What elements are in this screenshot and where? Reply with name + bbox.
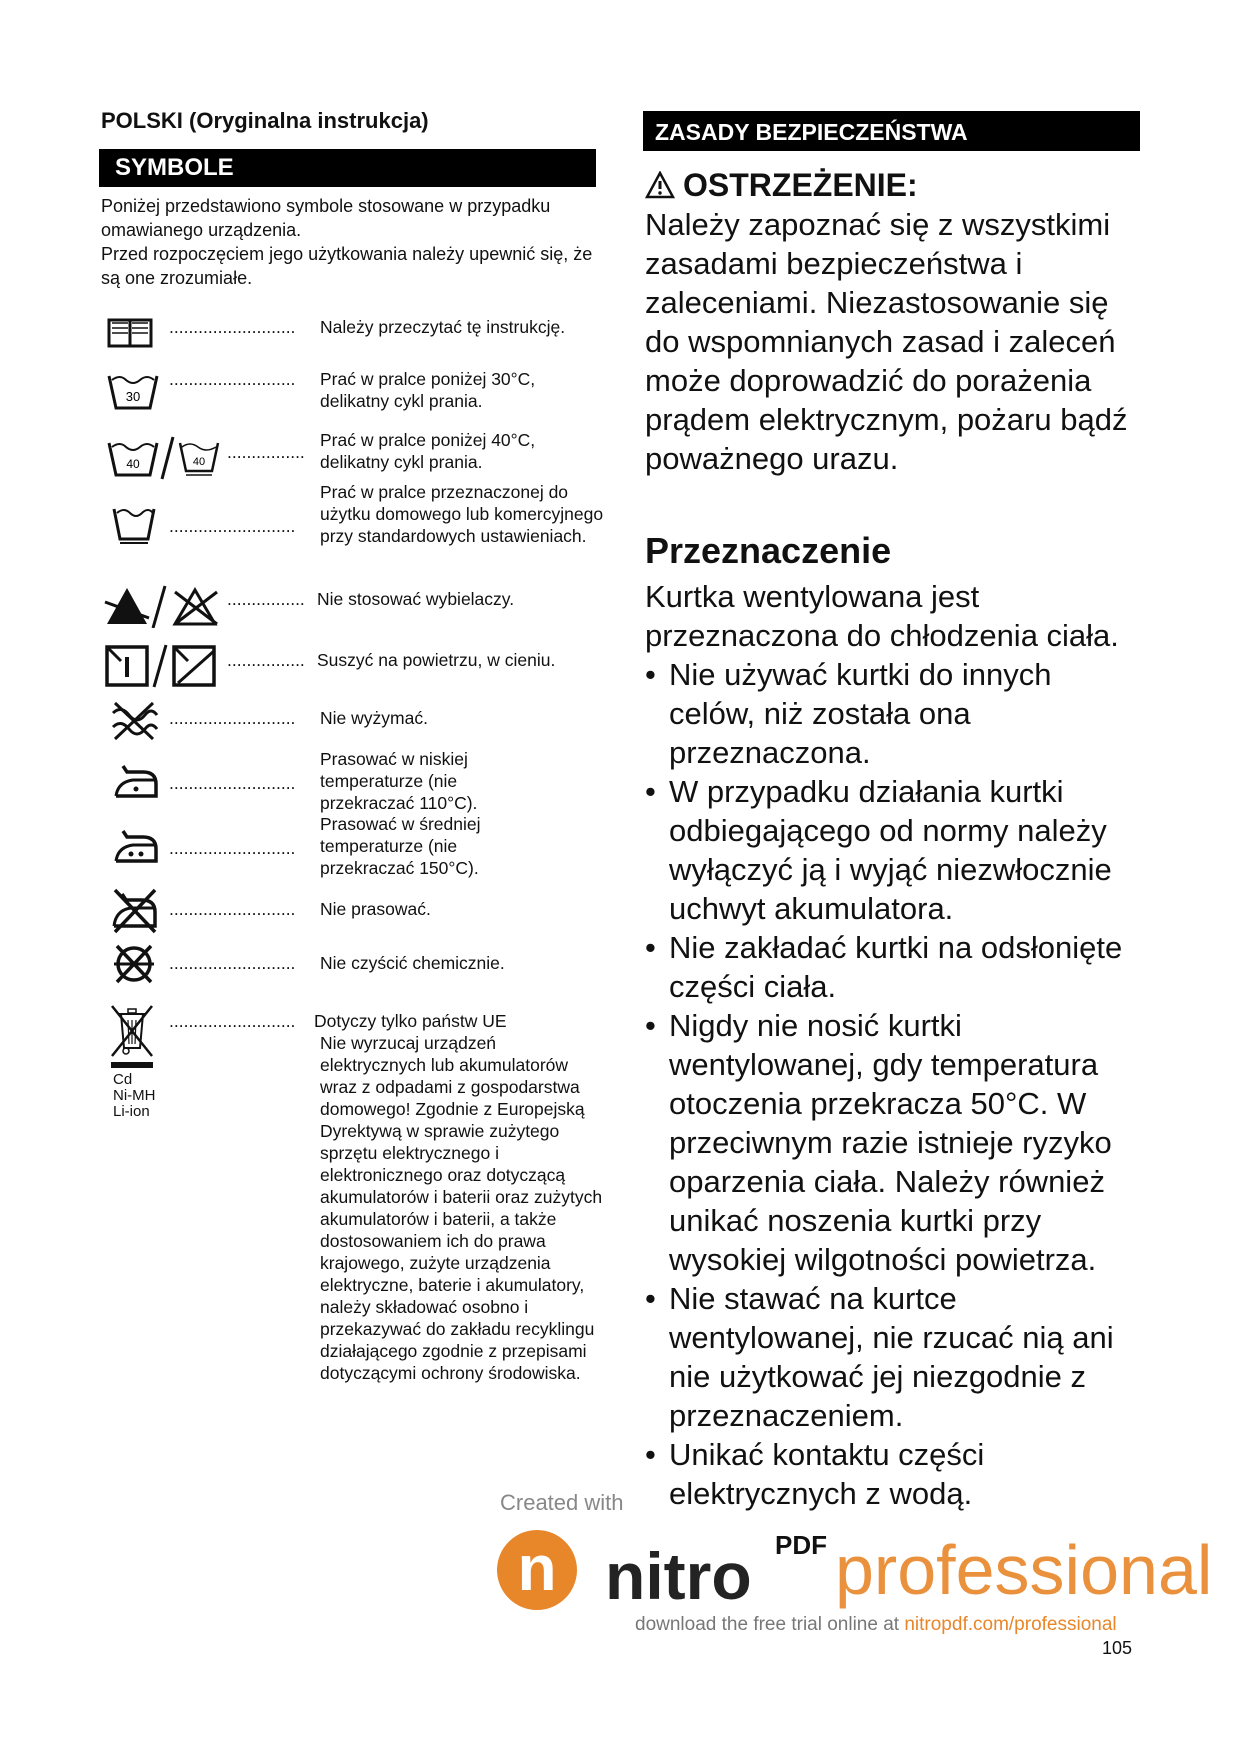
watermark-pdf: PDF <box>775 1530 827 1560</box>
document-language-title: POLSKI (Oryginalna instrukcja) <box>101 108 429 133</box>
list-item <box>645 928 1125 1006</box>
weee-disposal-text: Nie wyrzucaj urządzeń elektrycznych lub akumulatorów wraz z odpadami z gospodarstwa domowego! Zgodnie z Europejską Dyrektywą w sprawie zużytego sprzętu elektrycznego i elektronicznego oraz dotyczącą akumulatorów i baterii oraz zużytych akumulatorów i baterii, a także dostosowaniem ich do prawa krajowego, zużyte urządzenia elektryczne, baterie i akumulatory, należy składować osobno i przekazywać do zakładu recyklingu działającego zgodnie z przepisami dotyczącymi ochrony środowiska. <box>320 1033 603 1383</box>
bullet-mark: • <box>645 774 656 809</box>
download-link: nitropdf.com/professional <box>904 1614 1117 1635</box>
symbol-row <box>101 1010 601 1460</box>
leader-dots: .......................... <box>169 516 296 536</box>
bullet-mark: • <box>645 1008 656 1043</box>
no-bleach-icon <box>103 584 223 628</box>
symbol-description: Nie prasować. <box>320 899 431 919</box>
watermark-nitro: nitro <box>605 1539 752 1613</box>
symbol-description: Nie czyścić chemicznie. <box>320 953 505 973</box>
leader-dots: .......................... <box>169 899 296 919</box>
warning-title: OSTRZEŻENIE: <box>683 167 918 203</box>
purpose-intro: Kurtka wentylowana jest przeznaczona do chłodzenia ciała. <box>645 579 1119 653</box>
intro-line-1: Poniżej przedstawiono symbole stosowane w przypadku omawianego urządzenia. <box>101 196 551 240</box>
list-item <box>645 772 1125 928</box>
dry-shade-icon <box>104 643 224 689</box>
wash-40-icon <box>106 435 226 481</box>
bullet-text: Unikać kontaktu części elektrycznych z wodą. <box>669 1437 985 1511</box>
watermark-professional: professional <box>835 1531 1213 1609</box>
symbol-description: Prasować w średniej temperaturze (nie przekraczać 150°C). <box>320 814 481 878</box>
svg-text:40: 40 <box>192 456 206 468</box>
warning-text: Należy zapoznać się z wszystkimi zasadami bezpieczeństwa i zaleceniami. Niezastosowanie się do wspomnianych zasad i zaleceń może doprowadzić do porażenia prądem elektrycznym, pożaru bądź poważnego urazu. <box>645 207 1128 476</box>
symbol-description: Nie wyżymać. <box>320 708 428 728</box>
no-iron-icon <box>111 886 159 934</box>
leader-dots: ................ <box>227 589 305 609</box>
battery-label: Li-ion <box>113 1103 150 1120</box>
battery-type-labels <box>113 1072 156 1120</box>
watermark-download-line <box>635 1614 1117 1636</box>
bullet-mark: • <box>645 930 656 965</box>
bullet-text: Nie zakładać kurtki na odsłonięte części ciała. <box>669 930 1123 1004</box>
list-item <box>645 1279 1125 1435</box>
purpose-heading: Przeznaczenie <box>645 530 892 571</box>
bullet-mark: • <box>645 1281 656 1316</box>
nitro-logo-icon: n <box>497 1530 577 1610</box>
leader-dots: ................ <box>227 442 305 462</box>
bullet-text: Nie używać kurtki do innych celów, niż została ona przeznaczona. <box>669 657 1052 770</box>
wash-tub-icon <box>111 503 157 545</box>
watermark-created-with: Created with <box>500 1490 624 1515</box>
wash-30-icon <box>106 370 160 412</box>
symbol-description: Należy przeczytać tę instrukcję. <box>320 317 566 337</box>
symbol-row <box>101 429 601 479</box>
symbol-description: Prać w pralce przeznaczonej do użytku domowego lub komercyjnego przy standardowych ustawieniach. <box>320 482 604 546</box>
bullet-mark: • <box>645 657 656 692</box>
nitro-watermark <box>495 1490 1213 1640</box>
list-item <box>645 1006 1125 1279</box>
bullet-text: Nigdy nie nosić kurtki wentylowanej, gdy temperatura otoczenia przekracza 50°C. W przeciwnym razie istnieje ryzyko oparzenia ciała. Należy również unikać noszenia kurtki przy wysokiej wilgotności powietrza. <box>669 1008 1112 1277</box>
svg-text:30: 30 <box>125 389 141 404</box>
bullet-mark: • <box>645 1437 656 1472</box>
warning-icon <box>645 171 675 199</box>
symbol-row <box>101 368 601 418</box>
battery-label: Cd <box>113 1071 133 1088</box>
symbol-description: Prać w pralce poniżej 30°C, delikatny cykl prania. <box>320 369 536 411</box>
leader-dots: .......................... <box>169 369 296 389</box>
svg-text:40: 40 <box>126 457 140 471</box>
symbol-description: Nie stosować wybielaczy. <box>317 589 515 609</box>
safety-section-header: ZASADY BEZPIECZEŃSTWA <box>643 111 1140 151</box>
page-number: 105 <box>1102 1638 1133 1658</box>
download-prefix: download the free trial online at <box>635 1614 905 1635</box>
leader-dots: .......................... <box>169 708 296 728</box>
symbol-row <box>101 813 601 879</box>
leader-dots: .......................... <box>169 838 296 858</box>
book-icon <box>106 314 154 350</box>
list-item <box>645 655 1125 772</box>
leader-dots: .......................... <box>169 1011 296 1031</box>
symbols-section-header: SYMBOLE <box>99 149 596 187</box>
symbol-description: Prasować w niskiej temperaturze (nie przekraczać 110°C). <box>320 749 478 813</box>
leader-dots: ................ <box>227 650 305 670</box>
symbol-row <box>101 748 601 814</box>
symbol-row <box>101 481 604 571</box>
symbol-description: Prać w pralce poniżej 40°C, delikatny cykl prania. <box>320 430 536 472</box>
leader-dots: .......................... <box>169 953 296 973</box>
no-dry-clean-icon <box>111 942 157 986</box>
battery-label: Ni-MH <box>113 1087 156 1104</box>
leader-dots: .......................... <box>169 317 296 337</box>
symbols-intro <box>101 194 601 290</box>
warning-heading <box>645 166 918 204</box>
iron-medium-icon <box>113 827 159 867</box>
symbol-description: Suszyć na powietrzu, w cieniu. <box>317 650 556 670</box>
iron-low-icon <box>113 762 159 802</box>
weee-bin-icon <box>109 1004 155 1068</box>
intro-line-2: Przed rozpoczęciem jego użytkowania należy upewnić się, że są one zrozumiałe. <box>101 244 593 288</box>
purpose-text <box>645 577 1125 1513</box>
leader-dots: .......................... <box>169 773 296 793</box>
symbol-description: Dotyczy tylko państw UE <box>314 1011 507 1031</box>
bullet-text: W przypadku działania kurtki odbiegającego od normy należy wyłączyć ją i wyjąć niezwłocznie uchwyt akumulatora. <box>669 774 1112 926</box>
bullet-text: Nie stawać na kurtce wentylowanej, nie rzucać nią ani nie użytkować jej niezgodnie z przeznaczeniem. <box>669 1281 1114 1433</box>
no-wring-icon <box>109 701 159 741</box>
